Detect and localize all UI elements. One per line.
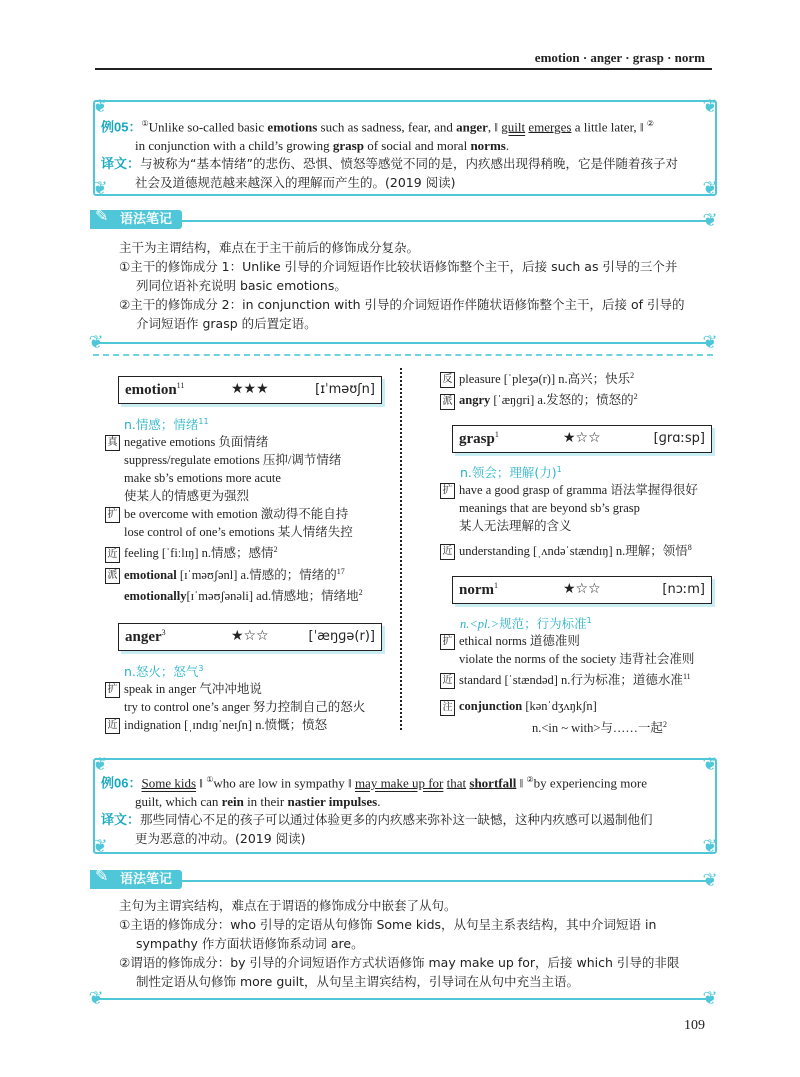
ornament-icon: ❦: [92, 836, 108, 857]
part-of-speech: n.<pl.>规范；行为标准$^1$: [460, 615, 592, 631]
phonetic: [ɡrɑːsp]: [653, 431, 705, 446]
ornament-icon: ❦: [702, 96, 718, 117]
ornament-icon: ❦: [702, 870, 718, 891]
ornament-icon: ❦: [702, 988, 718, 1009]
anger-related-entries: 反 pleasure [ˈpleʒə(r)] n.高兴；快乐$^2$ 派 angry [ˈæŋɡri] a.发怒的；愤怒的$^2$: [440, 367, 720, 410]
emotion-entries: 真 negative emotions 负面情绪 suppress/regulate emotions 压抑/调节情绪 make sb’s emotions more acute 使某人的情感更为强烈 扩 be overcome with emotion 激动得不能自持 lose control of one’s emotions 某人情绪失控 近 feeling [ˈfiːlɪŋ] n.情感；感情$^2$ 派 emotional [ɪˈməʊʃənl] a.情感的；情绪的$^{17}$ emotionally[ɪˈməʊʃənəli] ad.情感地；情绪地$^2$: [105, 433, 395, 605]
example-06-translation: 译文：那些同情心不足的孩子可以通过体验更多的内疚感来弥补这一缺憾，这种内疚感可以遏制他们 更为恶意的冲动。(2019 阅读): [101, 812, 653, 846]
running-header: emotion · anger · grasp · norm: [534, 50, 705, 65]
headword-box-norm: [452, 576, 712, 604]
frequency-stars: ★☆☆: [563, 430, 601, 446]
ornament-icon: ❦: [702, 754, 718, 775]
example-06-sentence: 例06：Some kids ‖ ①who are low in sympathy ‖ may make up for that shortfall ‖ ②by experiencing more guilt, which can rein in their nastier impulses.: [101, 775, 648, 810]
column-divider: [400, 368, 410, 730]
ornament-icon: ❦: [88, 332, 104, 353]
example-label: 例05: [101, 119, 129, 135]
anger-entries: 扩 speak in anger 气冲冲地说 try to control one’s anger 努力控制自己的怒火 近 indignation [ˌɪndɪɡˈneɪʃn] n.愤慨；愤怒: [105, 680, 395, 734]
page-number: 109: [684, 1018, 705, 1033]
headword: emotion$^{11}$: [125, 381, 185, 398]
section-divider: [93, 354, 713, 356]
pen-icon: ✎: [95, 866, 109, 885]
ornament-icon: ❦: [92, 178, 108, 199]
ornament-icon: ❦: [702, 836, 718, 857]
frequency-stars: ★★★: [231, 381, 269, 397]
headword-box-anger: [118, 623, 382, 651]
example-05-box: [92, 96, 718, 199]
norm-entries: 扩 ethical norms 道德准则 violate the norms of the society 违背社会准则 近 standard [ˈstændəd] n.行为标准；道德水准$^{11}$ 注 conjunction [kənˈdʒʌŋkʃn] n.<in ~ with>与……一起$^2$: [440, 632, 730, 737]
pen-icon: ✎: [95, 206, 109, 225]
header-rule: [95, 68, 712, 70]
frequency-stars: ★☆☆: [563, 581, 601, 597]
grammar-note-tag: 语法笔记: [90, 870, 182, 889]
grammar-note-1: [88, 206, 718, 353]
headword: anger$^3$: [125, 628, 166, 645]
headword: norm$^1$: [459, 581, 498, 598]
example-05-translation: 译文：与被称为“基本情绪”的悲伤、恐惧、愤怒等感觉不同的是，内疚感出现得稍晚，它是伴随着孩子对 社会及道德规范越来越深入的理解而产生的。(2019 阅读): [101, 156, 678, 190]
example-05-sentence: 例05：①Unlike so-called basic emotions such as sadness, fear, and anger, ‖ guilt emerges a little later, ‖ ② in conjunction with a child’s growing grasp of social and moral norms.: [101, 119, 654, 154]
headword-box-grasp: [452, 425, 712, 453]
ornament-icon: ❦: [702, 332, 718, 353]
grammar-note-text: 主干为主谓结构，难点在于主干前后的修饰成分复杂。 ①主干的修饰成分 1：Unlike 引导的介词短语作比较状语修饰整个主干，后接 such as 引导的三个并 列同位语补充说明 basic emotions。 ②主干的修饰成分 2：in conjunction with 引导的介词短语作伴随状语修饰整个主干，后接 of 引导的 介词短语作 grasp 的后置定语。: [119, 240, 685, 331]
frequency-stars: ★☆☆: [231, 628, 269, 644]
part-of-speech: n.领会；理解(力)$^1$: [460, 464, 562, 480]
example-label: 例06: [101, 775, 129, 791]
part-of-speech: n.怒火；怒气$^3$: [124, 663, 204, 679]
ornament-icon: ❦: [92, 96, 108, 117]
part-of-speech: n.情感；情绪$^{11}$: [124, 416, 209, 432]
headword: grasp$^1$: [459, 430, 499, 447]
phonetic: [ˈæŋɡə(r)]: [308, 629, 375, 644]
example-06-box: [92, 754, 718, 857]
grammar-note-text: 主句为主谓宾结构，难点在于谓语的修饰成分中嵌套了从句。 ①主语的修饰成分：who 引导的定语从句修饰 Some kids，从句呈主系表结构，其中介词短语 in sympathy 作方面状语修饰系动词 are。 ②谓语的修饰成分：by 引导的介词短语作方式状语修饰 may make up for，后接 which 引导的非限 制性定语从句修饰 more guilt，从句呈主谓宾结构，引导词在从句中充当主语。: [119, 898, 680, 989]
headword-box-emotion: [118, 376, 382, 404]
grammar-note-tag: 语法笔记: [90, 210, 182, 229]
ornament-icon: ❦: [92, 754, 108, 775]
phonetic: [ɪˈməʊʃn]: [315, 382, 375, 397]
grasp-entries: 扩 have a good grasp of gramma 语法掌握得很好 meanings that are beyond sb’s grasp 某人无法理解的含义 近 understanding [ˌʌndəˈstændɪŋ] n.理解；领悟$^8$: [440, 481, 725, 560]
ornament-icon: ❦: [702, 210, 718, 231]
ornament-icon: ❦: [88, 988, 104, 1009]
phonetic: [nɔːm]: [662, 582, 705, 597]
grammar-note-2: [88, 866, 718, 1009]
ornament-icon: ❦: [702, 178, 718, 199]
